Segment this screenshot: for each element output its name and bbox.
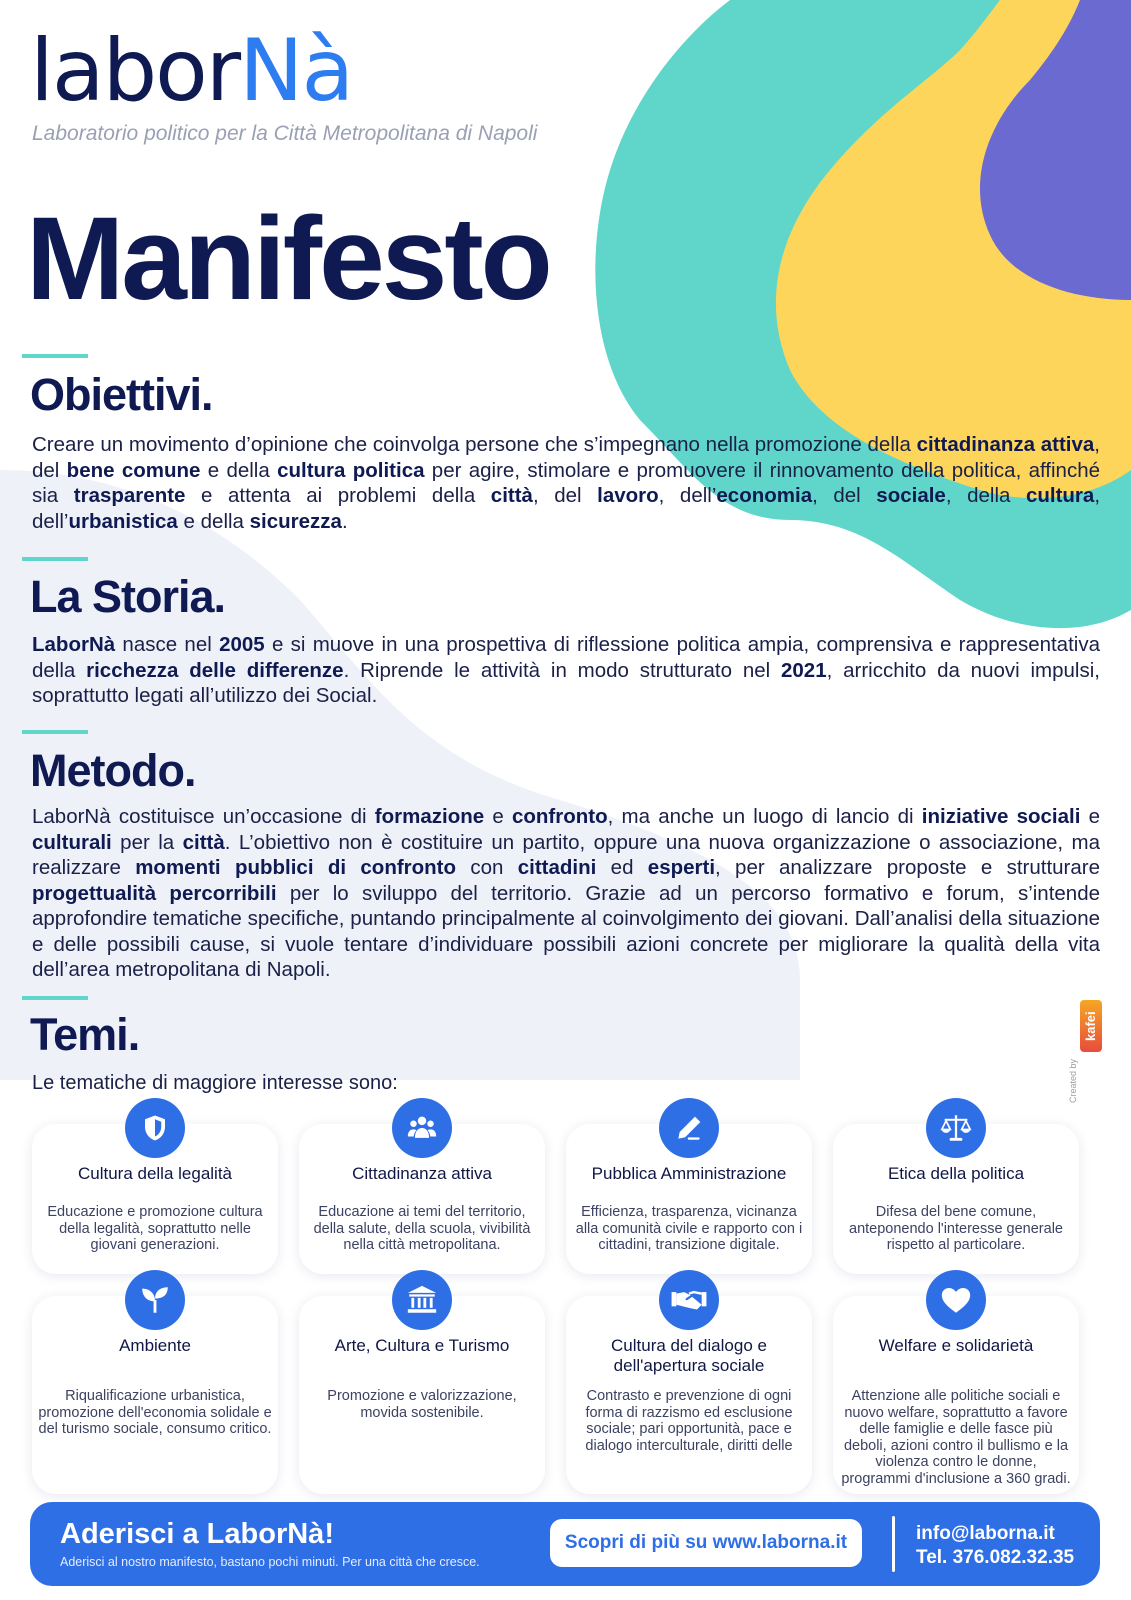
bold-term: sicurezza [249, 509, 342, 533]
bold-term: città [182, 830, 225, 854]
theme-description: Riqualificazione urbanistica, promozione dell'economia solidale e del turismo sociale, consumo critico. [38, 1388, 272, 1437]
bold-term: città [490, 484, 533, 507]
theme-title: Cultura del dialogo e dell'apertura sociale [611, 1336, 767, 1375]
paragraph-storia: LaborNà nasce nel 2005 e si muove in una prospettiva di riflessione politica ampia, comprensiva e rappresentativa della ricchezza delle differenze. Riprende le attività in modo strutturato nel 2021, arricchito da nuovi impulsi, soprattutto legati all’utilizzo dei Social. [32, 633, 1100, 707]
section-heading-storia: La Storia. [30, 571, 226, 622]
heart-icon [926, 1270, 986, 1330]
bold-term: progettualità percorribili [32, 881, 277, 905]
museum-icon [392, 1270, 452, 1330]
bold-term: cultura politica [277, 458, 425, 482]
cta-banner [30, 1502, 1100, 1586]
email-link[interactable]: info@laborna.it [916, 1523, 1055, 1544]
section-divider [22, 557, 88, 561]
bold-term: cultura [1025, 484, 1095, 507]
theme-description: Attenzione alle politiche sociali e nuovo welfare, soprattutto a favore delle famiglie e delle fasce più deboli, azioni contro il bullismo e la violenza contro le donne, programmi d'inclusione a 360 gradi. [841, 1388, 1071, 1487]
theme-description: Promozione e valorizzazione, movida sostenibile. [327, 1388, 517, 1421]
bold-term: iniziative sociali [921, 805, 1081, 828]
theme-description: Efficienza, trasparenza, vicinanza alla comunità civile e rapporto con i cittadini, transizione digitale. [575, 1204, 803, 1253]
bold-term: formazione [374, 805, 485, 828]
kafei-logo: kafei [1080, 1000, 1102, 1052]
laborna-logo [30, 21, 353, 121]
theme-description: Contrasto e prevenzione di ogni forma di razzismo ed esclusione sociale; pari opportunità, pace e dialogo interculturale, diritti delle [585, 1388, 793, 1454]
cta-subtitle: Aderisci al nostro manifesto, bastano pochi minuti. Per una città che cresce. [60, 1555, 480, 1569]
phone-number[interactable]: Tel. 376.082.32.35 [916, 1547, 1075, 1568]
divider [892, 1516, 895, 1572]
bold-term: bene comune [66, 458, 201, 482]
paragraph-metodo: LaborNà costituisce un’occasione di formazione e confronto, ma anche un luogo di lancio di iniziative sociali e culturali per la città. L’obiettivo non è costituire un partito, oppure una nuova organizzazione o associazione, ma realizzare momenti pubblici di confronto con cittadini ed esperti, per analizzare proposte e strutturare progettualità percorribili per lo sviluppo del territorio. Grazie ad un percorso formativo e forum, s’intende approfondire tematiche specifiche, puntando principalmente al coinvolgimento dei giovani. Dall’analisi della situazione e delle possibili cause, si vuole tentare d’individuare possibili azioni concrete per migliorare la qualità della vita dell’area metropolitana di Napoli. [32, 805, 1101, 981]
bold-term: LaborNà [32, 633, 116, 656]
bold-term: esperti [647, 856, 716, 879]
tagline: Laboratorio politico per la Città Metropolitana di Napoli [32, 122, 538, 145]
theme-title: Ambiente [119, 1336, 191, 1355]
bold-term: trasparente [73, 484, 186, 507]
theme-title: Etica della politica [887, 1164, 1025, 1183]
section-divider [22, 354, 88, 358]
paragraph-obiettivi: Creare un movimento d’opinione che coinvolga persone che s’impegnano nella promozione della cittadinanza attiva, del bene comune e della cultura politica per agire, stimolare e promuovere il rinnovamento della politica, affinché sia trasparente e attenta ai problemi della città, del lavoro, dell’economia, del sociale, della cultura, dell’urbanistica e della sicurezza. [32, 433, 1101, 533]
theme-title: Pubblica Amministrazione [591, 1164, 787, 1183]
pen-icon [659, 1098, 719, 1158]
theme-title: Cultura della legalità [77, 1164, 233, 1183]
theme-title: Welfare e solidarietà [878, 1336, 1034, 1355]
section-heading-obiettivi: Obiettivi. [30, 369, 213, 420]
handshake-icon [659, 1270, 719, 1330]
users-icon [392, 1098, 452, 1158]
contact-info [916, 1522, 1074, 1570]
bold-term: ricchezza delle differenze [86, 658, 344, 682]
bold-term: momenti pubblici di confronto [135, 856, 457, 879]
temi-intro: Le tematiche di maggiore interesse sono: [32, 1072, 398, 1094]
theme-title: Cittadinanza attiva [352, 1164, 492, 1183]
logo-main: labor [30, 21, 240, 121]
bold-term: sociale [876, 484, 946, 507]
leaf-icon [125, 1270, 185, 1330]
bold-term: urbanistica [68, 509, 178, 533]
theme-description: Educazione e promozione cultura della legalità, soprattutto nelle giovani generazioni. [47, 1204, 263, 1253]
page-title: Manifesto [26, 193, 550, 325]
theme-description: Educazione ai temi del territorio, della salute, della scuola, vivibilità nella città metropolitana. [313, 1204, 531, 1253]
theme-description: Difesa del bene comune, anteponendo l'interesse generale rispetto al particolare. [849, 1204, 1063, 1253]
bold-term: culturali [32, 830, 112, 854]
section-heading-metodo: Metodo. [30, 745, 196, 796]
cta-title: Aderisci a LaborNà! [60, 1518, 334, 1550]
shield-icon [125, 1098, 185, 1158]
bold-term: 2021 [781, 658, 827, 682]
created-by-label: Created by [1068, 1058, 1078, 1103]
bold-term: cittadinanza attiva [916, 433, 1095, 456]
website-button[interactable]: Scopri di più su www.laborna.it [550, 1519, 862, 1567]
section-heading-temi: Temi. [30, 1009, 140, 1060]
logo-accent: Nà [239, 21, 353, 121]
scales-icon [926, 1098, 986, 1158]
theme-title: Arte, Cultura e Turismo [334, 1336, 510, 1355]
section-divider [22, 996, 88, 1000]
bold-term: confronto [511, 805, 608, 828]
section-divider [22, 730, 88, 734]
bold-term: cittadini [517, 856, 597, 879]
credit [1066, 1000, 1106, 1105]
bold-term: economia [716, 484, 813, 507]
bold-term: lavoro [597, 484, 659, 507]
bold-term: 2005 [219, 633, 265, 656]
